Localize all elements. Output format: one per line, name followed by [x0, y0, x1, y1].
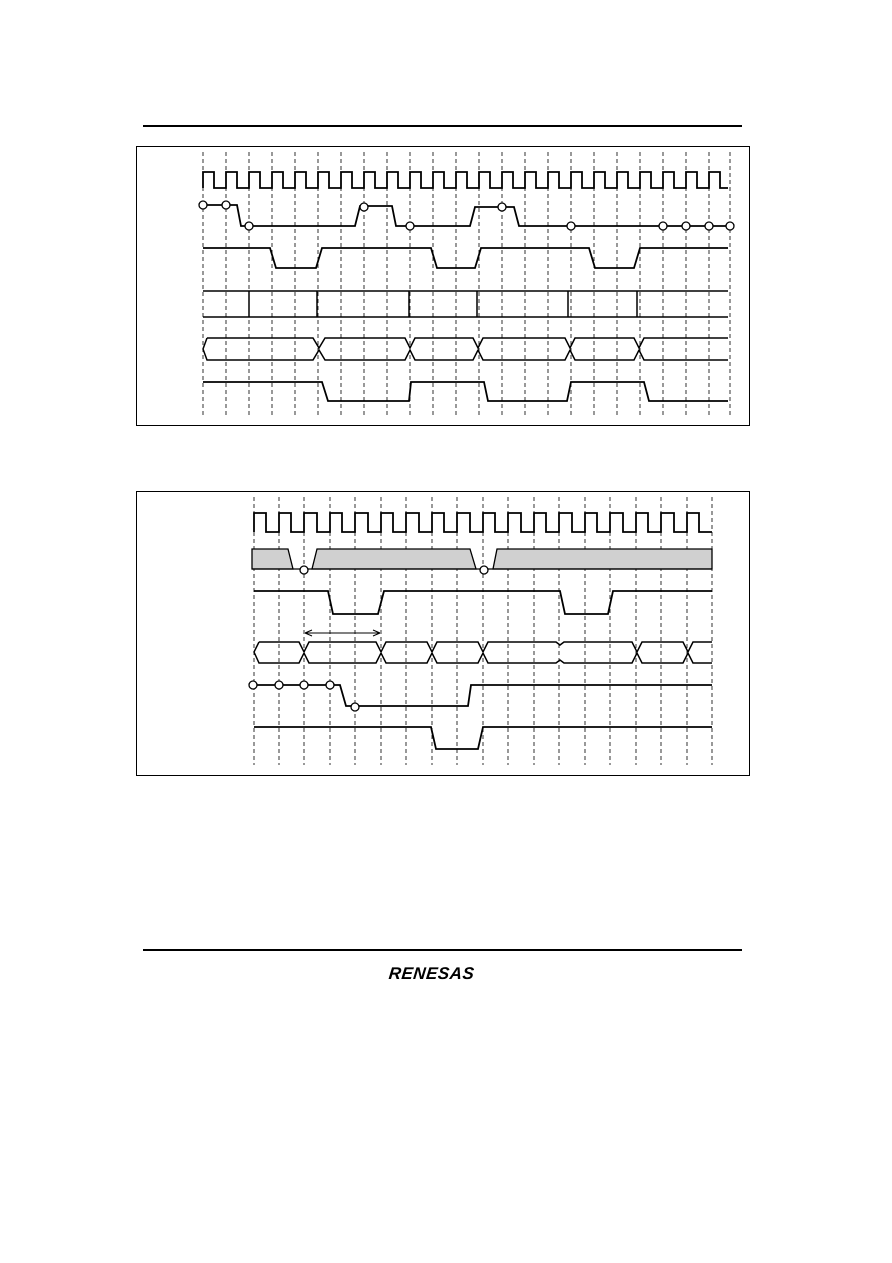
strobe-signal-1: [203, 248, 728, 268]
duration-arrow-2: [305, 630, 380, 636]
sampled-control-signal-2: [252, 685, 712, 706]
shaded-region-a: [252, 549, 293, 569]
sampled-control-signal-1: [203, 205, 730, 226]
clock-signal-1: [203, 172, 728, 188]
renesas-logo: [388, 962, 500, 984]
output-enable-signal-1: [203, 382, 728, 401]
timing-diagram-2: [249, 497, 712, 765]
state-segments-1: [203, 291, 728, 317]
timing-diagram-1: [199, 152, 734, 418]
shaded-region-c: [493, 549, 712, 569]
data-bus-1: [203, 338, 728, 360]
footer-rule: [143, 949, 742, 951]
time-grid-2: [254, 497, 712, 765]
time-grid-1: [203, 152, 730, 418]
renesas-wordmark-icon: [388, 962, 500, 984]
shaded-region-b: [312, 549, 476, 569]
clock-signal-2: [254, 513, 712, 532]
svg-text:RENESAS: RENESAS: [388, 964, 476, 983]
